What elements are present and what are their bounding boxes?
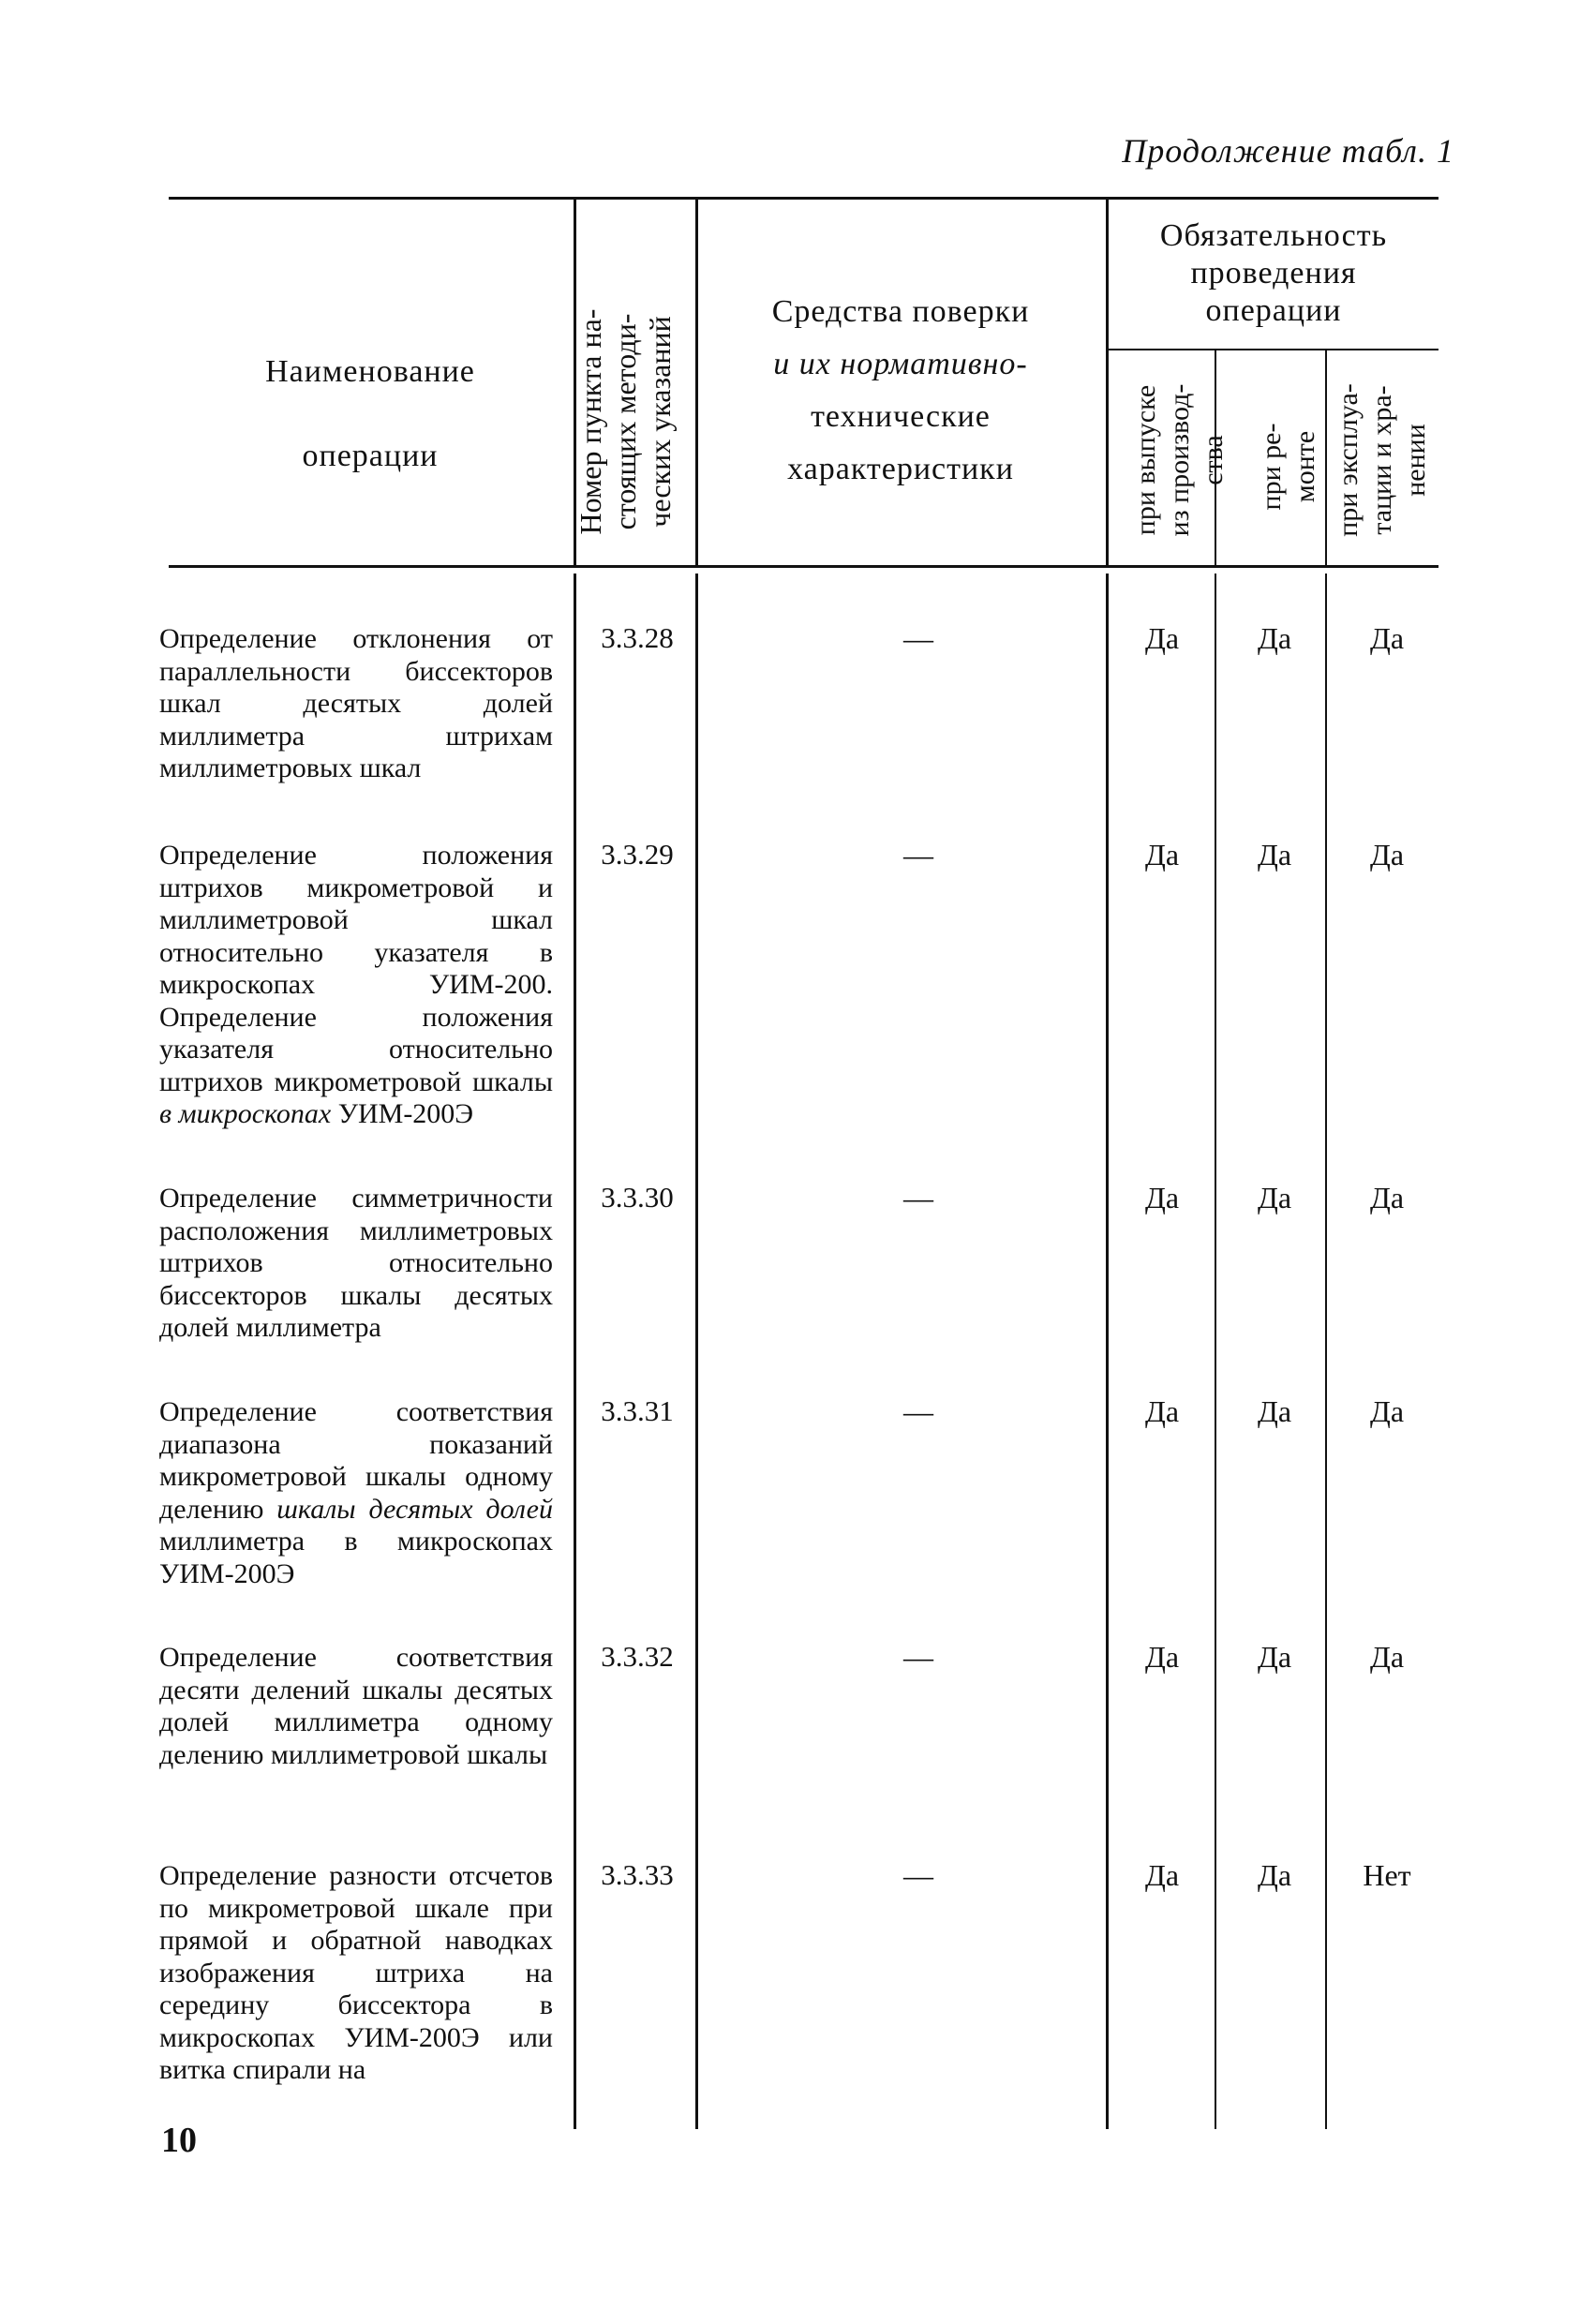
body-col-divider-1 [574,574,576,2129]
item-number-row-2: 3.3.29 [601,838,674,871]
mandatory-subheader-rule [1108,349,1438,350]
operation-row-1: Да [1369,621,1405,655]
release-row-5: Да [1144,1640,1180,1674]
operation-row-6: Нет [1363,1858,1411,1892]
repair-row-4: Да [1257,1394,1292,1428]
header-at-repair: при ре- монте [1256,423,1320,511]
release-row-3: Да [1144,1181,1180,1214]
body-col-divider-3 [1106,574,1109,2129]
body-col-divider-5 [1325,574,1327,2129]
header-bottom-rule [169,565,1438,568]
table-caption: Продолжение табл. 1 [1122,132,1454,170]
repair-row-2: Да [1257,838,1292,872]
item-number-row-1: 3.3.28 [601,621,674,654]
table-top-rule [169,197,1438,200]
item-number-row-5: 3.3.32 [601,1640,674,1673]
repair-row-1: Да [1257,621,1292,655]
means-row-1: — [903,621,933,655]
header-at-operation: при эксплуа- тации и хра- нении [1333,383,1431,537]
operation-row-5: Да [1369,1640,1405,1674]
operation-row-4: Да [1369,1394,1405,1428]
item-number-row-6: 3.3.33 [601,1858,674,1891]
repair-row-3: Да [1257,1181,1292,1214]
release-row-2: Да [1144,838,1180,872]
means-row-3: — [903,1181,933,1214]
operation-row-3: Да [1369,1181,1405,1214]
release-row-4: Да [1144,1394,1180,1428]
means-row-2: — [903,838,933,872]
page-number: 10 [161,2121,197,2160]
header-verification-means: Средства поверки и их нормативно- технические характеристики [771,294,1030,486]
body-col-divider-2 [695,574,698,2129]
header-mandatory: Обязательность проведения операции [1159,218,1388,328]
item-number-row-3: 3.3.30 [601,1181,674,1214]
repair-row-6: Да [1257,1858,1292,1892]
means-row-4: — [903,1394,933,1428]
means-row-5: — [903,1640,933,1674]
header-operation-name: Наименование операции [265,354,475,473]
operation-name-row-5: Определение соответствия десяти делений шкалы десятых долей миллиметра одному делению миллиметровой шкалы [159,1642,553,1770]
release-row-1: Да [1144,621,1180,655]
operation-row-2: Да [1369,838,1405,872]
repair-row-5: Да [1257,1640,1292,1674]
operation-name-row-6: Определение разности отсчетов по микрометровой шкале при прямой и обратной наводках изображения штриха на середину биссектора в микроскопах УИМ-200Э или витка спирали на [159,1860,553,2085]
body-col-divider-4 [1215,574,1216,2129]
operation-name-row-2: Определение положения штрихов микрометровой и миллиметровой шкал относительно указателя в микроскопах УИМ-200. Определение положения указателя относительно штрихов микрометровой шкалы в микроскопах УИМ-200Э [159,840,553,1129]
operation-name-row-4: Определение соответствия диапазона показаний микрометровой шкалы одному делению шкалы десятых долей миллиметра в микроскопах УИМ-200Э [159,1396,553,1589]
item-number-row-4: 3.3.31 [601,1394,674,1427]
header-item-number: Номер пункта на- стоящих методи- ческих указаний [574,308,677,535]
operation-name-row-3: Определение симметричности расположения миллиметровых штрихов относительно биссекторов шкалы десятых долей миллиметра [159,1183,553,1343]
means-row-6: — [903,1858,933,1892]
operation-name-row-1: Определение отклонения от параллельности биссекторов шкал десятых долей миллиметра штрихам миллиметровых шкал [159,623,553,783]
release-row-6: Да [1144,1858,1180,1892]
header-at-release: при выпуске из производ- ства [1130,383,1229,537]
